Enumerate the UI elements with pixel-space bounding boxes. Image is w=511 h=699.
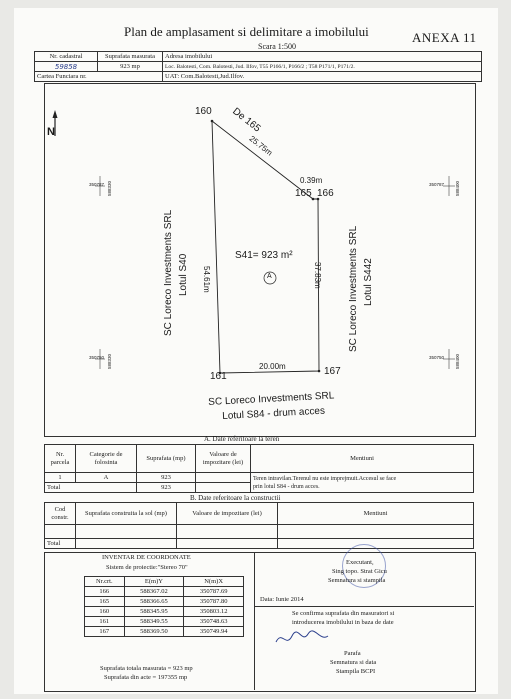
coord-cell: 588369.50: [124, 627, 184, 637]
coord-cell: 161: [85, 617, 125, 627]
header-cadastral: Nr. cadastral: [35, 52, 98, 62]
cadastral-info-table: [34, 51, 482, 82]
building-section-title: B. Date referitoare la constructii: [190, 494, 281, 502]
land-section-title: A. Date referitoare la teren: [204, 435, 280, 443]
coord-cell: 167: [85, 627, 125, 637]
executant-name: Sing topo. Strat Gicu: [332, 568, 387, 575]
building-total-value: [177, 539, 278, 549]
land-header-area: Suprafata (mp): [137, 445, 196, 473]
executant-signature-label: Semnatura si stampila: [328, 577, 386, 584]
neighbor-south-lot: Lotul S84 - drum acces: [222, 405, 326, 422]
document-sheet: [14, 8, 498, 694]
confirmation-line2: introducerea imobilului in baza de date: [292, 619, 394, 626]
land-row-category: A: [76, 473, 137, 483]
coord-cell: 165: [85, 597, 125, 607]
grid-east-1: 588330: [107, 180, 112, 196]
coord-cell: 588345.95: [124, 607, 184, 617]
land-row-nr: 1: [45, 473, 76, 483]
land-header-value: Valoare de impozitare (lei): [196, 445, 251, 473]
table-row: [85, 607, 244, 617]
confirmation-line1: Se confirma suprafata din masuratori si: [292, 610, 395, 617]
grid-north-1: 350787: [89, 182, 105, 187]
neighbor-west-lot: Lotul S40: [178, 253, 189, 296]
property-address: Loc. Balotesti, Com. Balotesti, Jud. Ilfov, T55 P166/1, P166/2 ; T58 P171/1, P171/2.: [163, 62, 482, 72]
neighbor-east-owner: SC Loreco Investments SRL: [348, 225, 359, 352]
building-row-mentions: [278, 525, 474, 539]
document-scale: Scara 1:500: [258, 42, 296, 51]
edge-165-166: 0.39m: [300, 176, 323, 185]
land-total-value: [196, 483, 251, 493]
coord-cell: 350748.63: [184, 617, 244, 627]
edge-160-165: 25.75m: [247, 134, 275, 158]
grid-east-2b: 588400: [455, 353, 460, 369]
land-total-label: Total: [45, 483, 137, 493]
document-title: Plan de amplasament si delimitare a imobilului: [124, 24, 369, 39]
building-row-code: [45, 525, 76, 539]
point-165: 165: [295, 188, 312, 199]
edge-161-167: 20.00m: [259, 362, 286, 371]
coord-title: INVENTAR DE COORDONATE: [102, 554, 191, 561]
land-data-table: [44, 444, 474, 493]
coord-cell: 160: [85, 607, 125, 617]
building-header-code: Cod constr.: [45, 503, 76, 525]
table-row: [85, 597, 244, 607]
building-data-table: [44, 502, 474, 549]
coord-cell: 588367.02: [124, 587, 184, 597]
top-road-label: De 165: [230, 106, 263, 135]
neighbor-east-lot: Lotul S442: [363, 258, 374, 306]
grid-east-1b: 588330: [107, 353, 112, 369]
coord-header-nr: Nr.crt.: [85, 577, 125, 587]
grid-north-1-right: 350787: [429, 182, 445, 187]
site-plan: [44, 83, 476, 437]
coord-cell: 350787.69: [184, 587, 244, 597]
uat-label: UAT:: [165, 72, 180, 80]
coord-cell: 350787.80: [184, 597, 244, 607]
bottom-hdivider: [254, 606, 474, 607]
handwritten-signature-icon: [272, 626, 332, 650]
point-160: 160: [195, 106, 212, 117]
uat-value: Com.Balotesti,Jud.Ilfov.: [180, 72, 245, 80]
neighbor-south-owner: SC Loreco Investments SRL: [208, 390, 335, 408]
grid-east-2: 588400: [455, 180, 460, 196]
grid-crosses: [95, 176, 455, 369]
building-header-value: Valoare de impozitare (lei): [177, 503, 278, 525]
land-total-area: 923: [137, 483, 196, 493]
coord-header-n: N(m)X: [184, 577, 244, 587]
bcpi-stamp-label: Stampila BCPI: [336, 668, 376, 675]
area-from-deeds: Suprafata din acte = 197355 mp: [104, 674, 188, 681]
table-row: [85, 617, 244, 627]
coord-cell: 588349.55: [124, 617, 184, 627]
grid-north-2-right: 350750: [429, 355, 445, 360]
edge-160-161: 54.61m: [202, 266, 211, 293]
coord-cell: 350749.94: [184, 627, 244, 637]
parafa-label: Parafa: [344, 650, 361, 657]
document-date: Data: Iunie 2014: [260, 596, 304, 603]
measured-area: 923 mp: [98, 62, 163, 72]
cadastral-number: 59858: [35, 62, 98, 72]
point-167: 167: [324, 366, 341, 377]
land-mentions-line2: prin lotul S84 - drum acces.: [253, 483, 320, 490]
table-row: [85, 627, 244, 637]
neighbor-west-owner: SC Loreco Investments SRL: [163, 209, 174, 336]
table-row: [85, 587, 244, 597]
north-label: N: [47, 126, 55, 138]
header-address: Adresa imobilului: [163, 52, 482, 62]
header-area: Suprafata masurata: [98, 52, 163, 62]
annex-label: ANEXA 11: [412, 30, 477, 45]
total-measured-area: Suprafata totala masurata = 923 mp: [100, 665, 193, 672]
sign-date-label: Semnatura si data: [330, 659, 377, 666]
land-header-category: Categorie de folosinta: [76, 445, 137, 473]
building-total-area: [76, 539, 177, 549]
building-row-area: [76, 525, 177, 539]
parcel-area-label: S41= 923 m²: [235, 250, 293, 261]
coord-cell: 588366.65: [124, 597, 184, 607]
building-total-label: Total: [45, 539, 76, 549]
coordinates-table: [84, 576, 244, 637]
north-arrow-head: [53, 110, 58, 118]
grid-north-2: 350750: [89, 355, 105, 360]
parcel-vertices: [211, 120, 321, 375]
land-row-value: [196, 473, 251, 483]
edge-166-167: 37.83m: [313, 262, 322, 289]
land-header-mentions: Mentiuni: [251, 445, 474, 473]
bottom-divider: [254, 552, 255, 690]
coord-cell: 350803.12: [184, 607, 244, 617]
coord-system: Sistem de proiectie:"Stereo 70": [106, 564, 188, 571]
coord-cell: 166: [85, 587, 125, 597]
building-header-area: Suprafata construita la sol (mp): [76, 503, 177, 525]
land-row-mentions: [251, 473, 474, 493]
land-registry-label: Cartea Funciara nr.: [35, 72, 163, 82]
land-row-area: 923: [137, 473, 196, 483]
point-161: 161: [210, 371, 227, 382]
building-row-value: [177, 525, 278, 539]
land-header-nr: Nr. parcela: [45, 445, 76, 473]
land-mentions-line1: Teren intravilan.Terenul nu este imprejmuit.Accesul se face: [253, 475, 397, 482]
point-166: 166: [317, 188, 334, 199]
uat-cell: [163, 72, 482, 82]
building-mark: A: [267, 273, 272, 280]
building-header-mentions: Mentiuni: [278, 503, 474, 525]
coord-header-e: E(m)Y: [124, 577, 184, 587]
parcel-polygon: [212, 121, 319, 373]
executant-label: Executant,: [346, 559, 374, 566]
